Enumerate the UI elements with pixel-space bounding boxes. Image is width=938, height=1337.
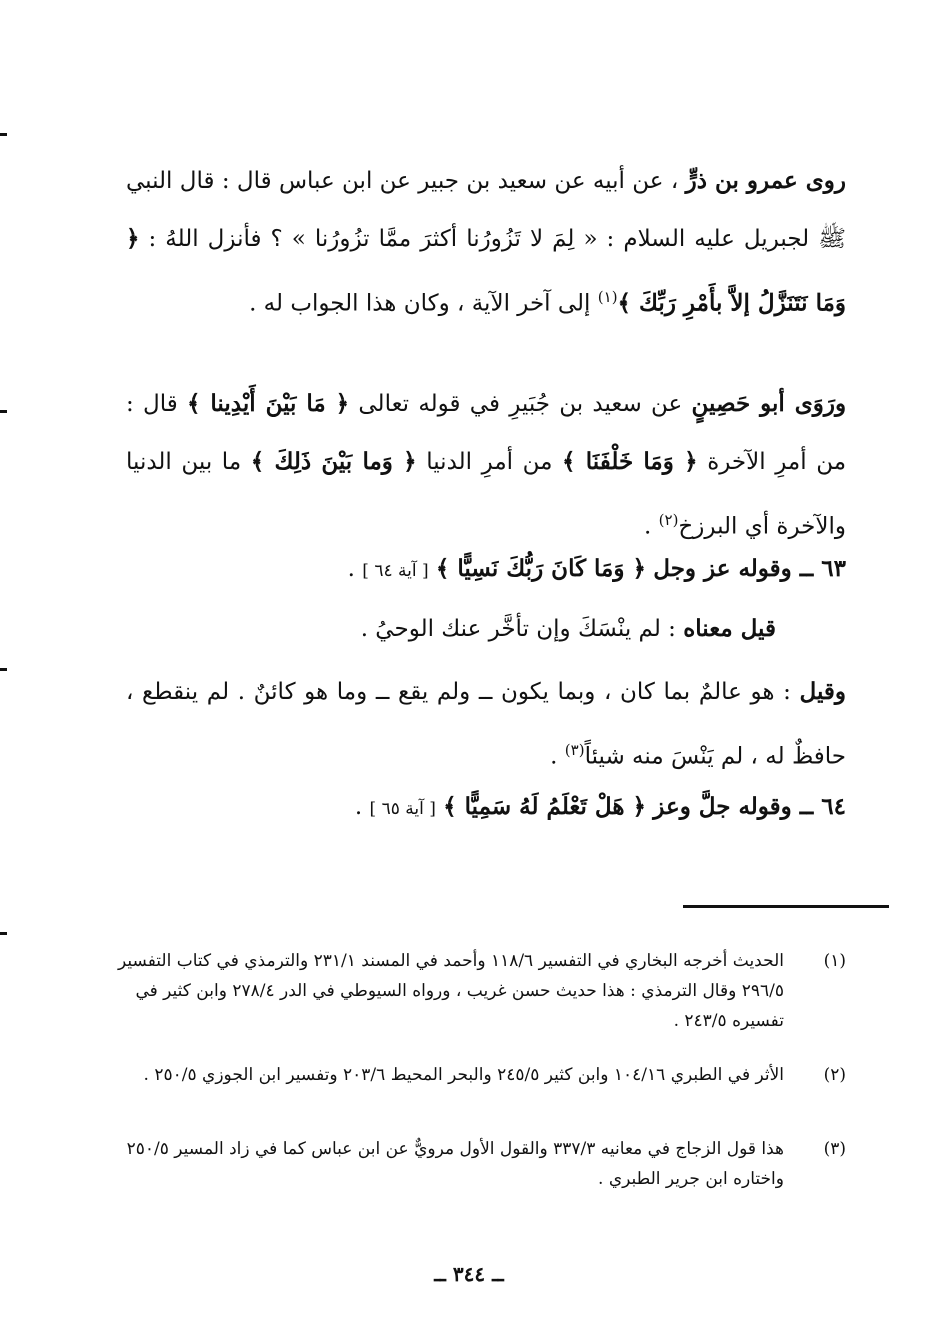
quran-quote: ﴿ وَمَا نَتَنَزَّلُ إلاَّ بأَمْرِ رَبِّكَ ﴾ xyxy=(126,225,846,317)
margin-mark xyxy=(0,668,7,671)
verse-heading-63 xyxy=(126,540,846,600)
ayah-number: [ آية ٦٤ ] xyxy=(362,561,429,581)
paragraph-text: من أمرِ الدنيا xyxy=(426,449,553,475)
paragraph-text: : لم ينْسَكَ وإن تأخَّر عنك الوحيُ . xyxy=(360,616,676,642)
paragraph-abu-hasin xyxy=(126,375,846,556)
paragraph-text: : هو عالمٌ بما كان ، وبما يكون ــ ولم يقع ــ وما هو كائنٌ . لم ينقطع ، حافظٌ له ، لم يَنْسَ منه شيئاً xyxy=(126,679,846,770)
verse-heading-label: ٦٤ ــ وقوله جلَّ وعز xyxy=(653,793,846,820)
paragraph-end: . xyxy=(550,743,558,770)
paragraph-text: إلى آخر الآية ، وكان هذا الجواب له . xyxy=(249,290,591,317)
footnote-text: هذا قول الزجاج في معانيه ٣٣٧/٣ والقول الأول مرويٌّ عن ابن عباس كما في زاد المسير ٢٥٠/٥ واختاره ابن جرير الطبري . xyxy=(126,1139,784,1189)
quran-quote: ﴿ وَمَا خَلْفَنَا ﴾ xyxy=(562,448,698,475)
narrator-name: روى عمرو بن ذرٍّ xyxy=(685,167,846,194)
paragraph-text: ما بين الدنيا والآخرة أي البرزخ xyxy=(126,449,846,540)
footnote-ref: (٣) xyxy=(564,741,585,759)
quran-quote: ﴿ هَلْ تَعْلَمُ لَهُ سَمِيًّا ﴾ xyxy=(443,793,646,820)
paragraph-text: عن سعيد بن جُبَيرِ في قوله تعالى xyxy=(358,391,683,417)
quran-quote: ﴿ وَما بَيْنَ ذَلِكَ ﴾ xyxy=(250,448,417,475)
paragraph-text: ، عن أبيه عن سعيد بن جبير عن ابن عباس قال : قال النبي ﷺ لجبريل عليه السلام : « لِمَ لا تَزُورُنا أكثرَ ممَّا تزُورُنا » ؟ فأنزل اللهُ : xyxy=(126,168,846,252)
page-number: ــ ٣٤٤ ــ xyxy=(434,1262,504,1286)
footnote xyxy=(116,1134,846,1194)
footnote-number: (٣) xyxy=(823,1139,846,1159)
ayah-number: [ آية ٦٥ ] xyxy=(369,799,436,819)
paragraph-end: . xyxy=(644,513,652,540)
quran-quote: ﴿ مَا بَيْنَ أَيْدِينا ﴾ xyxy=(186,390,350,417)
footnote xyxy=(116,946,846,1036)
footnote-ref: (٢) xyxy=(658,511,679,529)
paragraph-another-view xyxy=(126,663,846,786)
paragraph-meaning xyxy=(56,600,846,658)
footnote-ref: (١) xyxy=(597,288,618,306)
footnote-text: الحديث أخرجه البخاري في التفسير ١١٨/٦ وأحمد في المسند ٢٣١/١ والترمذي في كتاب التفسير ٢٩٦/٥ وقال الترمذي : هذا حديث حسن غريب ، ورواه السيوطي في الدر ٢٧٨/٤ وابن كثير في تفسيره ٢٤٣/٥ . xyxy=(118,951,784,1031)
margin-mark xyxy=(0,410,7,413)
paragraph-amr-bin-dharr xyxy=(126,152,846,333)
margin-mark xyxy=(0,932,7,935)
footnote-separator xyxy=(683,905,889,908)
footnote-text: الأثر في الطبري ١٠٤/١٦ وابن كثير ٢٤٥/٥ والبحر المحيط ٢٠٣/٦ وتفسير ابن الجوزي ٢٥٠/٥ . xyxy=(143,1065,784,1085)
margin-mark xyxy=(0,133,7,136)
paragraph-lead: وقيل xyxy=(799,678,847,705)
paragraph-text: قال : من أمرِ الآخرة xyxy=(126,391,847,475)
quran-quote: ﴿ وَمَا كَانَ رَبُّكَ نَسِيًّا ﴾ xyxy=(435,555,646,582)
footnote-number: (١) xyxy=(823,951,846,971)
narrator-name: ورَوَى أبو حَصِينٍ xyxy=(691,390,847,417)
footnote xyxy=(116,1060,846,1090)
paragraph-lead: قيل معناه xyxy=(683,615,776,642)
verse-heading-64 xyxy=(126,778,846,838)
verse-heading-label: ٦٣ ــ وقوله عز وجل xyxy=(653,555,846,582)
paragraph-end: . xyxy=(354,794,363,820)
footnote-number: (٢) xyxy=(823,1065,846,1085)
paragraph-end: . xyxy=(347,556,355,582)
